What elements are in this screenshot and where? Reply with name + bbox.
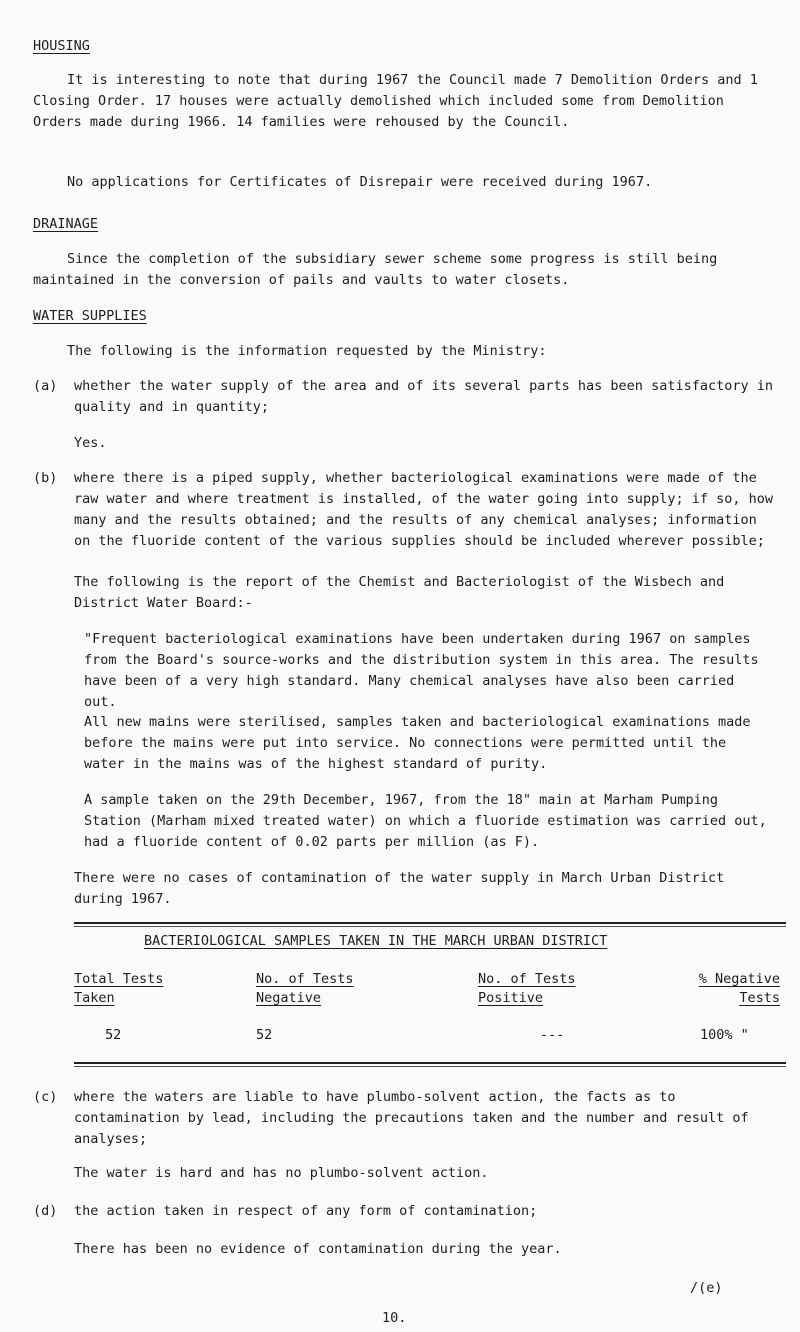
continued-marker: /(e): [690, 1280, 723, 1296]
drainage-paragraph: Since the completion of the subsidiary sewer scheme some progress is still being maintained in the conversion of pails and vaults to water closets.: [33, 251, 718, 288]
table-cell-total: 52: [105, 1027, 122, 1043]
table-header-negative-1: No. of Tests: [256, 971, 354, 987]
housing-heading: HOUSING: [33, 38, 90, 54]
water-supplies-heading: WATER SUPPLIES: [33, 308, 147, 324]
board-report-intro: The following is the report of the Chemist and Bacteriologist of the Wisbech and District Water Board:-: [74, 574, 725, 611]
table-cell-negative: 52: [256, 1027, 273, 1043]
report-quote-2: All new mains were sterilised, samples taken and bacteriological examinations made before the mains were put into service. No connections were permitted until the water in the mains was of the highest standard of purity.: [84, 714, 751, 772]
item-a-text: whether the water supply of the area and of its several parts has been satisfactory in quality and in quantity;: [74, 378, 773, 415]
table-top-rule: [74, 922, 786, 927]
water-intro: The following is the information requested by the Ministry:: [67, 343, 547, 359]
table-cell-positive: ---: [540, 1027, 565, 1043]
item-c-text: where the waters are liable to have plumbo-solvent action, the facts as to contamination by lead, including the precautions taken and the number and result of analyses;: [74, 1089, 749, 1147]
table-bottom-rule: [74, 1062, 786, 1067]
table-header-positive-2: Positive: [478, 990, 544, 1006]
housing-paragraph-2: No applications for Certificates of Disrepair were received during 1967.: [67, 174, 653, 190]
item-a-answer: Yes.: [74, 435, 107, 451]
housing-paragraph-1: It is interesting to note that during 1967 the Council made 7 Demolition Orders and 1 Closing Order. 17 houses were actually demolished which included some from Demolition Orders made during 1966. 14 families were rehoused by the Council.: [33, 72, 758, 130]
table-title: BACTERIOLOGICAL SAMPLES TAKEN IN THE MARCH URBAN DISTRICT: [144, 933, 608, 949]
table-header-positive-1: No. of Tests: [478, 971, 576, 987]
table-cell-pct: 100% ": [700, 1027, 749, 1043]
report-quote-4: There were no cases of contamination of the water supply in March Urban District during 1967.: [74, 870, 725, 907]
table-header-negative-2: Negative: [256, 990, 322, 1006]
item-b-text: where there is a piped supply, whether bacteriological examinations were made of the raw water and where treatment is installed, of the water going into supply; if so, how many and the results obtained; and the results of any chemical analyses; information on the fluoride content of the various supplies should be included wherever possible;: [74, 470, 773, 549]
item-d-answer: There has been no evidence of contamination during the year.: [74, 1241, 562, 1257]
item-d-text: the action taken in respect of any form of contamination;: [74, 1203, 538, 1219]
page-number: 10.: [382, 1310, 407, 1326]
report-quote-3: A sample taken on the 29th December, 1967, from the 18" main at Marham Pumping Station (Marham mixed treated water) on which a fluoride estimation was carried out, had a fluoride content of 0.02 parts per million (as F).: [84, 792, 767, 850]
item-a-label: (a): [33, 378, 58, 394]
drainage-heading: DRAINAGE: [33, 216, 99, 232]
item-d-label: (d): [33, 1203, 58, 1219]
item-c-answer: The water is hard and has no plumbo-solvent action.: [74, 1165, 489, 1181]
table-header-total-2: Taken: [74, 990, 115, 1006]
item-b-label: (b): [33, 470, 58, 486]
table-header-pct-1: % Negative: [698, 971, 780, 987]
item-c-label: (c): [33, 1089, 58, 1105]
table-header-total-1: Total Tests: [74, 971, 164, 987]
report-quote-1: "Frequent bacteriological examinations have been undertaken during 1967 on samples from the Board's source-works and the distribution system in this area. The results have been of a very high standard. Many chemical analyses have also been carried out.: [84, 631, 759, 710]
table-header-pct-2: Tests: [739, 990, 780, 1006]
